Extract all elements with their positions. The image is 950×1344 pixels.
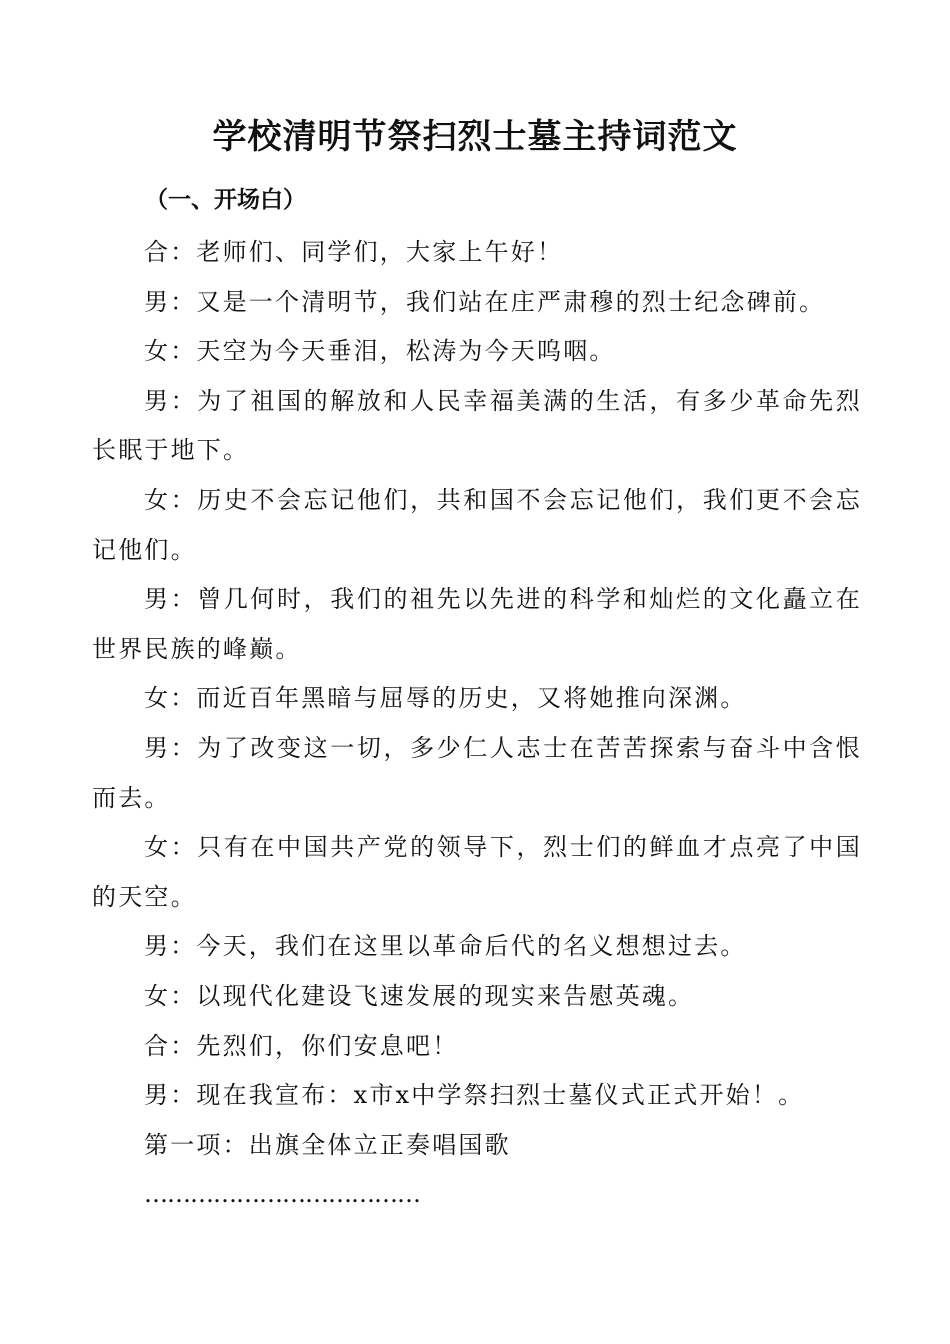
paragraph: 女：天空为今天垂泪，松涛为今天呜咽。 <box>144 337 616 366</box>
paragraph: 女：以现代化建设飞速发展的现实来告慰英魂。 <box>144 981 695 1010</box>
paragraph: 女：而近百年黑暗与屈辱的历史，又将她推向深渊。 <box>144 684 747 713</box>
paragraph: 男：为了祖国的解放和人民幸福美满的生活，有多少革命先烈长眠于地下。 <box>92 386 862 465</box>
paragraph: 男：为了改变这一切，多少仁人志士在苦苦探索与奋斗中含恨而去。 <box>92 733 862 812</box>
section-heading: （一、开场白） <box>145 187 306 213</box>
paragraph: 女：历史不会忘记他们，共和国不会忘记他们，我们更不会忘记他们。 <box>92 485 862 564</box>
document-title: 学校清明节祭扫烈士墓主持词范文 <box>212 117 738 157</box>
paragraph: 女：只有在中国共产党的领导下，烈士们的鲜血才点亮了中国的天空。 <box>92 833 862 911</box>
paragraph-announcement: 男：现在我宣布：x市x中学祭扫烈士墓仪式正式开始！。 <box>144 1081 805 1110</box>
paragraph: 男：又是一个清明节，我们站在庄严肃穆的烈士纪念碑前。 <box>144 287 826 316</box>
document-body <box>92 228 862 1220</box>
paragraph-greeting: 合：老师们、同学们，大家上午好！ <box>144 238 564 266</box>
paragraph: 合：先烈们，你们安息吧！ <box>144 1031 459 1060</box>
ellipsis-line: ……………………………… <box>144 1180 420 1209</box>
paragraph: 男：曾几何时，我们的祖先以先进的科学和灿烂的文化矗立在世界民族的峰巅。 <box>92 585 862 663</box>
paragraph: 男：今天，我们在这里以革命后代的名义想想过去。 <box>144 932 747 961</box>
paragraph-first-item: 第一项：出旗全体立正奏唱国歌 <box>144 1130 511 1159</box>
